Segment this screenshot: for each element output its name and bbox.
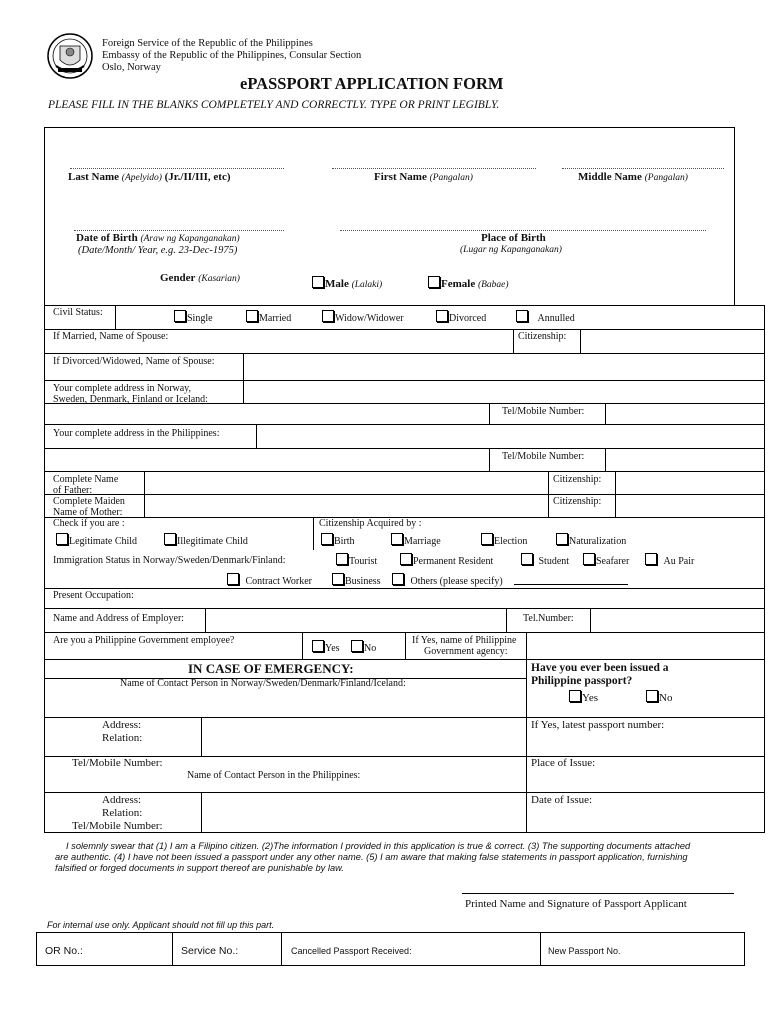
civil-single-option[interactable]: Single xyxy=(174,310,213,324)
illegitimate-checkbox[interactable] xyxy=(164,533,176,545)
contact-phil-label: Name of Contact Person in the Philippines: xyxy=(187,770,361,781)
occupation-label: Present Occupation: xyxy=(53,590,134,601)
seafarer-checkbox[interactable] xyxy=(583,553,595,565)
mother-citizenship-label: Citizenship: xyxy=(553,496,602,507)
dob-format-hint: (Date/Month/ Year, e.g. 23-Dec-1975) xyxy=(78,245,238,256)
business-checkbox[interactable] xyxy=(332,573,344,585)
civil-annulled-option[interactable]: Annulled xyxy=(516,310,575,324)
citizenship-acquired-label: Citizenship Acquired by : xyxy=(319,518,422,529)
div-spouse-label: If Divorced/Widowed, Name of Spouse: xyxy=(53,356,215,367)
father-label-2: of Father: xyxy=(53,485,93,496)
civil-divorced-option[interactable]: Divorced xyxy=(436,310,486,324)
header-city: Oslo, Norway xyxy=(102,62,161,73)
oath-line-1: I solemnly swear that (1) I am a Filipino citizen. (2)The information I provided in this application is true & correct. (3) The supporting documents attached xyxy=(66,841,691,851)
contract-checkbox[interactable] xyxy=(227,573,239,585)
married-checkbox[interactable] xyxy=(246,310,258,322)
last-name-label: Last Name (Apelyido) (Jr./II/III, etc) xyxy=(68,171,231,183)
legitimate-option[interactable]: Legitimate Child xyxy=(56,533,137,547)
govt-no-option[interactable]: No xyxy=(351,640,376,654)
govt-no-checkbox[interactable] xyxy=(351,640,363,652)
header-embassy: Embassy of the Republic of the Philippines, Consular Section xyxy=(102,50,362,61)
service-number-label: Service No.: xyxy=(181,945,239,957)
gender-label: Gender (Kasarian) xyxy=(160,272,240,284)
header-agency: Foreign Service of the Republic of the Philippines xyxy=(102,38,313,49)
mother-label-1: Complete Maiden xyxy=(53,496,125,507)
imm-business-option[interactable]: Business xyxy=(332,573,381,587)
father-label-1: Complete Name xyxy=(53,474,119,485)
acq-marriage-checkbox[interactable] xyxy=(391,533,403,545)
pob-label: Place of Birth xyxy=(481,232,546,244)
single-checkbox[interactable] xyxy=(174,310,186,322)
phil-tel-label: Tel/Mobile Number: xyxy=(502,451,585,462)
date-of-issue-label: Date of Issue: xyxy=(531,794,593,806)
signature-line[interactable] xyxy=(462,893,734,894)
phil-address-label: Your complete address in the Philippines: xyxy=(53,428,220,439)
contact-relation-label: Relation: xyxy=(102,732,143,744)
personal-info-box xyxy=(44,127,735,306)
father-citizenship-label: Citizenship: xyxy=(553,474,602,485)
tourist-checkbox[interactable] xyxy=(336,553,348,565)
gender-male-option[interactable]: Male (Lalaki) xyxy=(312,276,382,290)
govt-yes-checkbox[interactable] xyxy=(312,640,324,652)
spouse-citizenship-label: Citizenship: xyxy=(518,331,567,342)
cancelled-passport-label: Cancelled Passport Received: xyxy=(291,946,412,956)
mother-label-2: Name of Mother: xyxy=(53,507,123,518)
employer-tel-label: Tel.Number: xyxy=(523,613,574,624)
imm-contract-option[interactable]: Contract Worker xyxy=(227,573,312,587)
acquired-marriage-option[interactable]: Marriage xyxy=(391,533,441,547)
imm-seafarer-option[interactable]: Seafarer xyxy=(583,553,629,567)
immigration-label: Immigration Status in Norway/Sweden/Denmark/Finland: xyxy=(53,555,286,566)
norway-address-label-1: Your complete address in Norway, xyxy=(53,383,192,394)
imm-permanent-option[interactable]: Permanent Resident xyxy=(400,553,493,567)
gender-female-option[interactable]: Female (Babae) xyxy=(428,276,509,290)
imm-tourist-option[interactable]: Tourist xyxy=(336,553,377,567)
acquired-birth-option[interactable]: Birth xyxy=(321,533,355,547)
civil-married-option[interactable]: Married xyxy=(246,310,291,324)
contact-phil-relation-label: Relation: xyxy=(102,807,143,819)
govt-employee-label: Are you a Philippine Government employee? xyxy=(53,635,235,646)
widow-checkbox[interactable] xyxy=(322,310,334,322)
oath-line-3: falsified or forged documents in support thereof are punishable by law. xyxy=(55,863,344,873)
internal-use-note: For internal use only. Applicant should not fill up this part. xyxy=(47,920,275,930)
form-title: ePASSPORT APPLICATION FORM xyxy=(240,74,504,93)
govt-yes-option[interactable]: Yes xyxy=(312,640,340,654)
employer-label: Name and Address of Employer: xyxy=(53,613,185,624)
form-instruction: PLEASE FILL IN THE BLANKS COMPLETELY AND CORRECTLY. TYPE OR PRINT LEGIBLY. xyxy=(48,99,500,111)
passport-no-option[interactable]: No xyxy=(646,690,672,704)
acq-election-checkbox[interactable] xyxy=(481,533,493,545)
oath-line-2: are authentic. (4) I have not been issued a passport under any other name. (5) I am aware that making false statements in passport application, furnishing xyxy=(55,852,688,862)
contact-phil-address-label: Address: xyxy=(102,794,142,806)
pob-local-label: (Lugar ng Kapanganakan) xyxy=(460,245,562,255)
contact-tel-label: Tel/Mobile Number: xyxy=(72,757,163,769)
check-label: Check if you are : xyxy=(53,518,125,529)
philippine-seal-logo xyxy=(46,32,94,80)
imm-aupair-option[interactable]: Au Pair xyxy=(645,553,694,567)
contact-nordic-label: Name of Contact Person in Norway/Sweden/Denmark/Finland/Iceland: xyxy=(120,678,406,689)
dob-label: Date of Birth (Araw ng Kapanganakan) xyxy=(76,232,240,244)
contact-phil-tel-label: Tel/Mobile Number: xyxy=(72,820,163,832)
passport-yes-option[interactable]: Yes xyxy=(569,690,598,704)
civil-widow-option[interactable]: Widow/Widower xyxy=(322,310,404,324)
aupair-checkbox[interactable] xyxy=(645,553,657,565)
new-passport-label: New Passport No. xyxy=(548,946,621,956)
contact-address-label: Address: xyxy=(102,719,142,731)
passport-question-1: Have you ever been issued a xyxy=(531,662,669,674)
legitimate-checkbox[interactable] xyxy=(56,533,68,545)
middle-name-label: Middle Name (Pangalan) xyxy=(578,171,688,183)
student-checkbox[interactable] xyxy=(521,553,533,565)
acq-birth-checkbox[interactable] xyxy=(321,533,333,545)
norway-tel-label: Tel/Mobile Number: xyxy=(502,406,585,417)
civil-status-label: Civil Status: xyxy=(53,307,103,318)
acquired-election-option[interactable]: Election xyxy=(481,533,527,547)
signature-label: Printed Name and Signature of Passport Applicant xyxy=(465,898,687,910)
govt-agency-label-1: If Yes, name of Philippine xyxy=(412,635,517,646)
passport-yes-checkbox[interactable] xyxy=(569,690,581,702)
others-checkbox[interactable] xyxy=(392,573,404,585)
permanent-checkbox[interactable] xyxy=(400,553,412,565)
divorced-checkbox[interactable] xyxy=(436,310,448,322)
imm-others-option[interactable]: Others (please specify) xyxy=(392,573,503,587)
female-checkbox[interactable] xyxy=(428,276,440,288)
illegitimate-option[interactable]: Illegitimate Child xyxy=(164,533,248,547)
first-name-label: First Name (Pangalan) xyxy=(374,171,473,183)
govt-agency-label-2: Government agency: xyxy=(424,646,508,657)
place-of-issue-label: Place of Issue: xyxy=(531,757,596,769)
male-checkbox[interactable] xyxy=(312,276,324,288)
passport-question-2: Philippine passport? xyxy=(531,675,633,687)
spouse-label: If Married, Name of Spouse: xyxy=(53,331,169,342)
norway-address-label-2: Sweden, Denmark, Finland or Iceland: xyxy=(53,394,208,405)
acq-naturalization-checkbox[interactable] xyxy=(556,533,568,545)
imm-student-option[interactable]: Student xyxy=(521,553,569,567)
latest-passport-label: If Yes, latest passport number: xyxy=(531,719,665,731)
acquired-naturalization-option[interactable]: Naturalization xyxy=(556,533,626,547)
passport-no-checkbox[interactable] xyxy=(646,690,658,702)
annulled-checkbox[interactable] xyxy=(516,310,528,322)
or-number-label: OR No.: xyxy=(45,945,83,957)
emergency-title: IN CASE OF EMERGENCY: xyxy=(188,661,354,676)
others-specify-line[interactable] xyxy=(514,584,628,585)
